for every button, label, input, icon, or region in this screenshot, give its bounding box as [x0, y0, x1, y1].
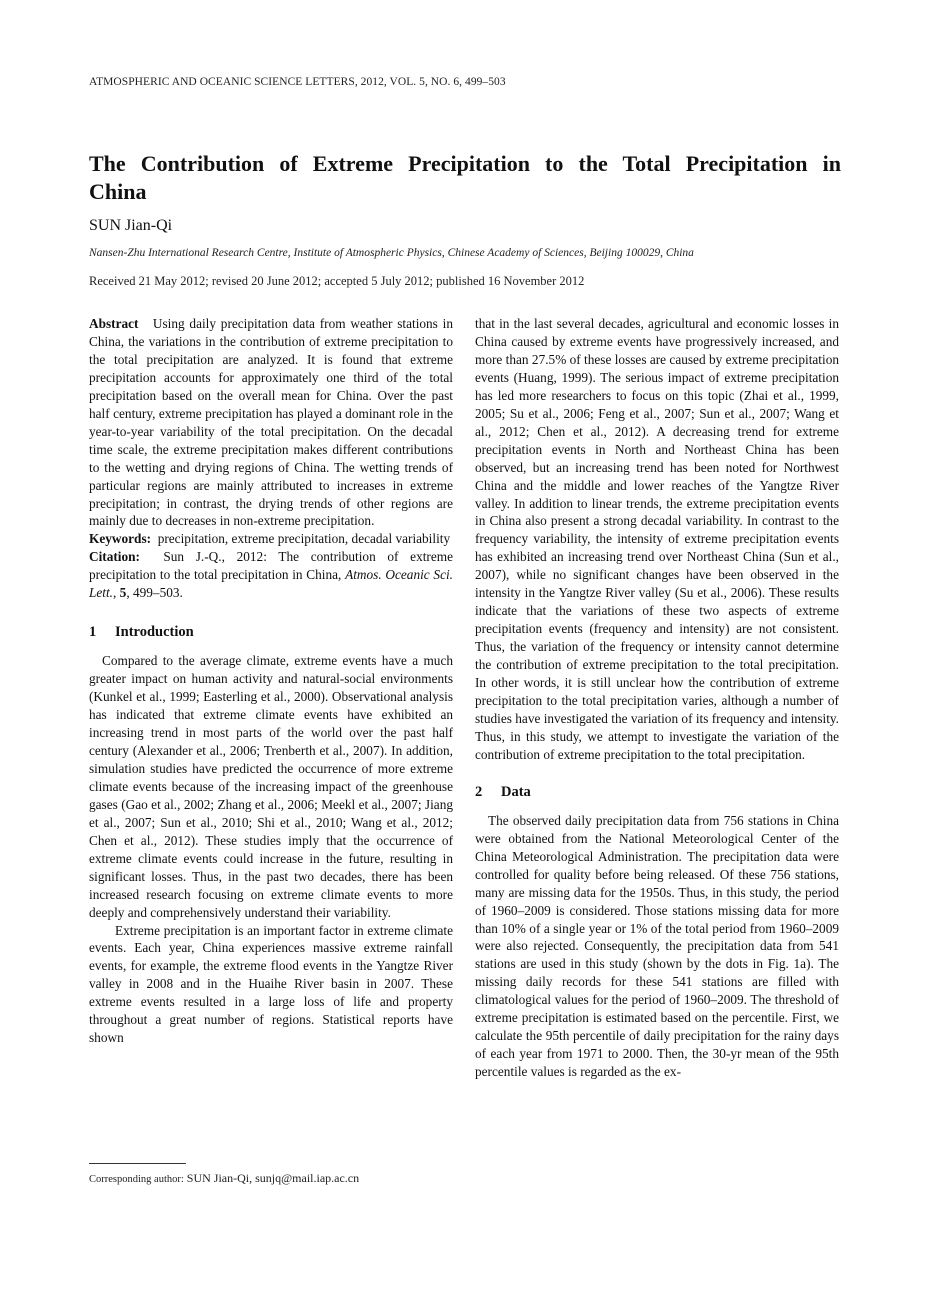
paragraph: that in the last several decades, agricultural and economic losses in China caused by extreme events have progressively increased, and more than 27.5% of these losses are caused by extreme precipitation events (Huang, 1999). The serious impact of extreme precipitation has led more researchers to focus on this topic (Zhai et al., 1999, 2005; Su et al., 2006; Feng et al., 2007; Sun et al., 2007; Wang et al., 2012; Chen et al., 2012). A decreasing trend for extreme precipitation events in North and Northeast China has been observed, but an increasing trend has been noted for Northwest China and the middle and lower reaches of the Yangtze River valley. In addition to linear trends, the extreme precipitation events in China also present a strong decadal variability. In contrast to the frequency variability, the intensity of extreme precipitation events has exhibited an increasing trend over Northeast China (Sun et al., 2007), while no significant changes have been observed in the intensity in the Yangtze River valley (Su et al., 2006). These results indicate that the variations of these two aspects of extreme precipitation events (frequency and intensity) are not consistent. Thus, the variation of the frequency or intensity cannot determine the contribution of extreme precipitation to the total precipitation. In other words, it is still unclear how the contribution of extreme precipitation to the total precipitation varies, although a number of studies have investigated the variation of its frequency and intensity. Thus, in this study, we attempt to investigate the variation of the contribution of extreme precipitation to the total precipitation. — [475, 316, 839, 762]
footnote-text: SUN Jian-Qi, sunjq@mail.iap.ac.cn — [183, 1171, 360, 1185]
citation-journal: Atmos. Oceanic Sci. Lett. — [89, 567, 453, 601]
author: SUN Jian-Qi — [89, 217, 173, 234]
footnote-label: Corresponding author: — [89, 1174, 184, 1185]
citation-pages: , 499–503. — [126, 585, 183, 601]
keywords-text: precipitation, extreme precipitation, decadal variability — [157, 531, 451, 547]
citation-label: Citation: — [89, 549, 140, 565]
paragraph: Extreme precipitation is an important factor in extreme climate events. Each year, China experiences massive extreme rainfall events, for example, the extreme flood events in the Yangtze River valley in 2008 and in the Huaihe River basin in 2007. These extreme events resulted in a large loss of life and property throughout a great number of regions. Statistical reports have shown — [89, 922, 453, 1046]
affiliation: Nansen-Zhu International Research Centre, Institute of Atmospheric Physics, Chinese Academy of Sciences, Beijing 100029, China — [89, 247, 694, 259]
publication-dates: Received 21 May 2012; revised 20 June 2012; accepted 5 July 2012; published 16 November 2012 — [89, 274, 585, 288]
keywords-label: Keywords: — [89, 531, 152, 547]
citation-volume: 5 — [119, 585, 127, 601]
section-number: 2 — [475, 783, 483, 800]
right-column — [475, 315, 839, 1081]
citation-separator: , — [113, 585, 120, 601]
footnote-divider — [89, 1163, 186, 1164]
left-column — [89, 315, 453, 1047]
section-title: Introduction — [115, 624, 194, 641]
running-head: ATMOSPHERIC AND OCEANIC SCIENCE LETTERS, 2012, VOL. 5, NO. 6, 499–503 — [89, 76, 506, 88]
paragraph: Compared to the average climate, extreme events have a much greater impact on human activity and natural-social environments (Kunkel et al., 1999; Easterling et al., 2000). Observational analysis has indicated that extreme climate events have exhibited an increasing trend in most parts of the world over the past half century (Alexander et al., 2006; Trenberth et al., 2007). In addition, simulation studies have predicted the occurrence of more extreme climate events because of the increasing impact of the greenhouse gases (Gao et al., 2002; Zhang et al., 2006; Meekl et al., 2007; Jiang et al., 2007; Sun et al., 2010; Shi et al., 2010; Wang et al., 2012; Chen et al., 2012). These studies imply that the occurrence of extreme climate events could increase in the future, resulting in significant losses. Thus, in the past two decades, there has been increased research focusing on extreme climate events to more deeply and comprehensively understand their variability. — [89, 653, 453, 920]
keywords — [89, 530, 453, 548]
section-heading-data — [475, 784, 839, 802]
section-heading-introduction — [89, 624, 453, 642]
paragraph: The observed daily precipitation data from 756 stations in China were obtained from the National Meteorological Center of the China Meteorological Administration. The precipitation data were controlled for quality before being released. Of these 756 stations, many are missing data for the 1950s. Thus, in this study, the period of 1960–2009 is considered. Those stations missing data for more than 10% of a single year or 1% of the total period from 1960–2009 were also rejected. Consequently, the precipitation data from 541 stations are used in this study (shown by the dots in Fig. 1a). The missing daily records for these 541 stations are filled with climatological values for the period of 1960–2009. The threshold of extreme precipitation is estimated based on the percentile. First, we calculate the 95th percentile of daily precipitation for the rainy days of each year from 1971 to 2000. Then, the 30-yr mean of the 95th percentile values is regarded as the ex- — [475, 812, 839, 1080]
section-number: 1 — [89, 624, 97, 641]
citation — [89, 548, 453, 602]
citation-text: Sun J.-Q., 2012: The contribution of extreme precipitation to the total precipitation in China, — [89, 549, 453, 583]
section-title: Data — [501, 783, 531, 800]
paper-title: The Contribution of Extreme Precipitation to the Total Precipitation in China — [89, 151, 841, 204]
abstract-label: Abstract — [89, 316, 139, 331]
footnote — [89, 1171, 359, 1186]
abstract-text: Using daily precipitation data from weather stations in China, the variations in the contribution of extreme precipitation to the total precipitation are analyzed. It is found that extreme precipitation accounts for approximately one third of the total precipitation based on the overall mean for China. Over the past half century, extreme precipitation has played a dominant role in the year-to-year variability of the total precipitation. On the decadal time scale, the extreme precipitation makes different contributions to the wetting and drying regions of China. The wetting trends of particular regions are mainly attributed to increases in extreme precipitation; in contrast, the drying trends of other regions are mainly due to decreases in non-extreme precipitation. — [89, 316, 453, 529]
abstract — [89, 315, 453, 530]
